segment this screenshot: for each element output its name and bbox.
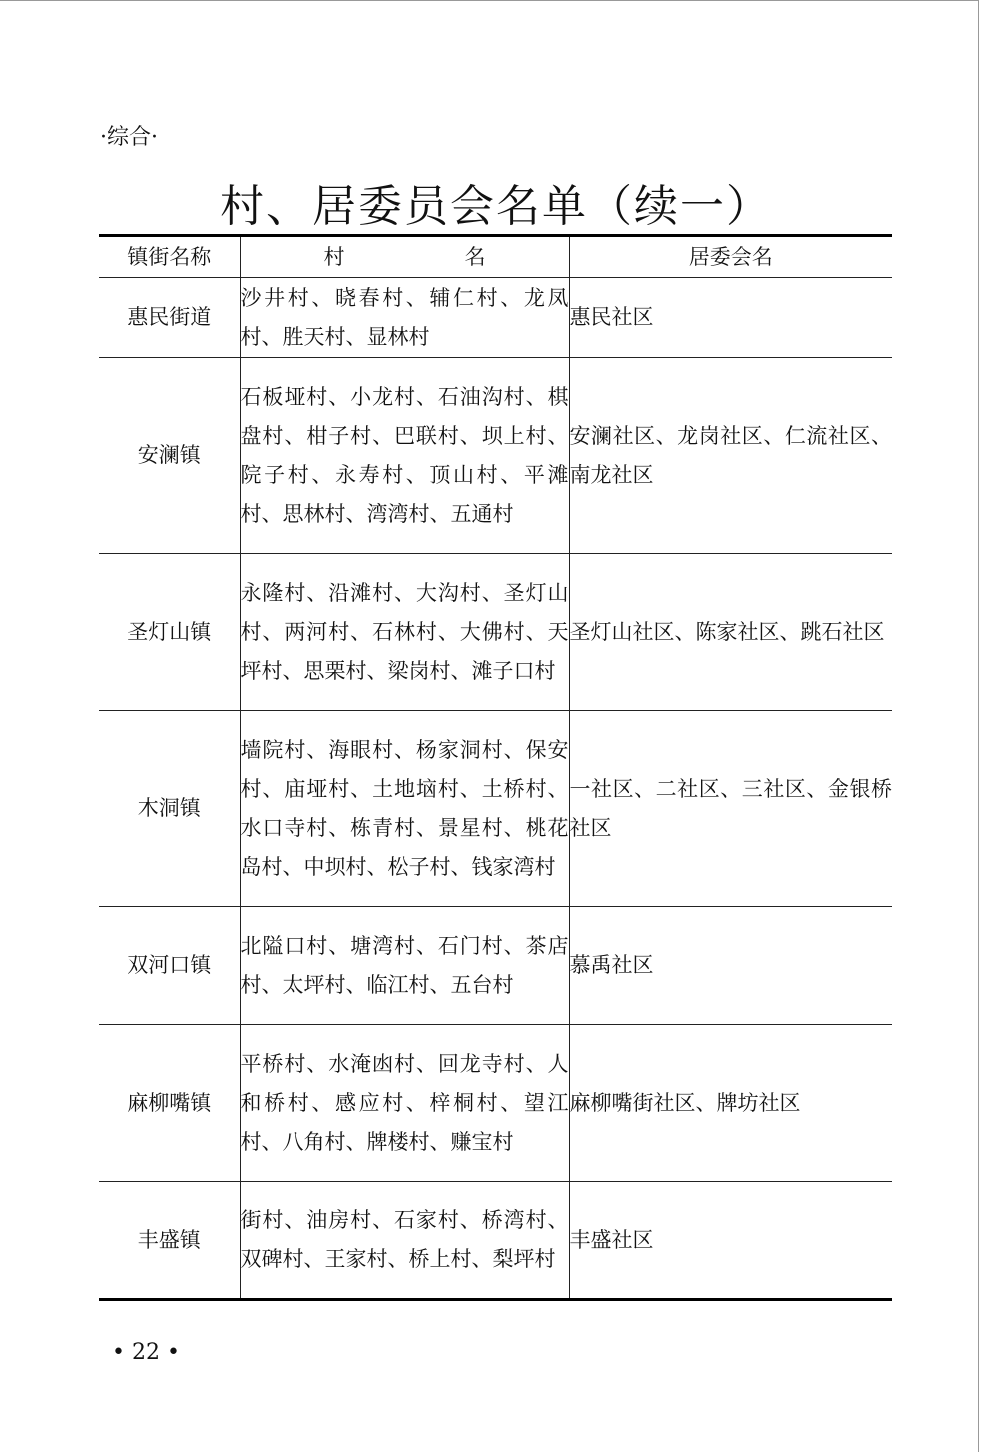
village-list: 北隘口村、塘湾村、石门村、茶店村、太坪村、临江村、五台村 xyxy=(240,907,569,1025)
header-village xyxy=(240,236,569,278)
village-list: 石板垭村、小龙村、石油沟村、棋盘村、柑子村、巴联村、坝上村、院子村、永寿村、顶山村、平滩村、思林村、湾湾村、五通村 xyxy=(240,358,569,554)
table-row xyxy=(99,278,892,358)
committee-list: 圣灯山社区、陈家社区、跳石社区 xyxy=(569,554,892,711)
town-name: 木洞镇 xyxy=(99,711,240,907)
committee-list: 丰盛社区 xyxy=(569,1182,892,1300)
village-list: 永隆村、沿滩村、大沟村、圣灯山村、两河村、石林村、大佛村、天坪村、思栗村、梁岗村、滩子口村 xyxy=(240,554,569,711)
village-list: 平桥村、水淹凼村、回龙寺村、人和桥村、感应村、梓桐村、望江村、八角村、牌楼村、赚宝村 xyxy=(240,1025,569,1182)
town-name: 麻柳嘴镇 xyxy=(99,1025,240,1182)
town-name: 丰盛镇 xyxy=(99,1182,240,1300)
section-label: ·综合· xyxy=(100,125,158,150)
table-row xyxy=(99,907,892,1025)
table-row xyxy=(99,711,892,907)
table-row xyxy=(99,1025,892,1182)
page-border-right xyxy=(978,0,979,1452)
page-border-top xyxy=(0,0,978,1)
town-name: 惠民街道 xyxy=(99,278,240,358)
town-name: 安澜镇 xyxy=(99,358,240,554)
header-village-second: 名 xyxy=(464,245,486,269)
committee-list: 慕禹社区 xyxy=(569,907,892,1025)
page-title: 村、居委员会名单（续一） xyxy=(220,181,772,232)
table-header-row xyxy=(99,236,892,278)
table-row xyxy=(99,358,892,554)
table-row xyxy=(99,1182,892,1300)
committee-roster-table xyxy=(99,234,892,1301)
committee-list: 一社区、二社区、三社区、金银桥社区 xyxy=(569,711,892,907)
header-committee: 居委会名 xyxy=(569,236,892,278)
village-list: 沙井村、晓春村、辅仁村、龙凤村、胜天村、显林村 xyxy=(240,278,569,358)
page-number: • 22 • xyxy=(112,1340,180,1365)
village-list: 墙院村、海眼村、杨家洞村、保安村、庙垭村、土地垴村、土桥村、水口寺村、栋青村、景星村、桃花岛村、中坝村、松子村、钱家湾村 xyxy=(240,711,569,907)
town-name: 圣灯山镇 xyxy=(99,554,240,711)
village-list: 街村、油房村、石家村、桥湾村、双碑村、王家村、桥上村、梨坪村 xyxy=(240,1182,569,1300)
committee-list: 安澜社区、龙岗社区、仁流社区、南龙社区 xyxy=(569,358,892,554)
committee-list: 惠民社区 xyxy=(569,278,892,358)
town-name: 双河口镇 xyxy=(99,907,240,1025)
table-row xyxy=(99,554,892,711)
header-town: 镇街名称 xyxy=(127,245,212,269)
header-village-first: 村 xyxy=(323,245,345,269)
committee-list: 麻柳嘴街社区、牌坊社区 xyxy=(569,1025,892,1182)
